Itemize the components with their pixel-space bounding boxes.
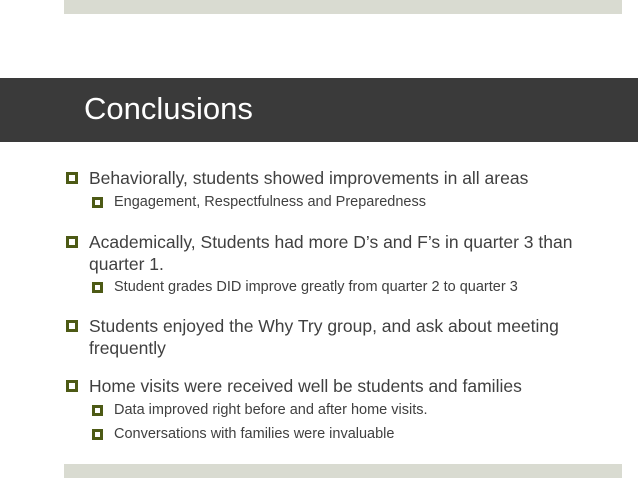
sub-bullet-2-1-text: Student grades DID improve greatly from quarter 2 to quarter 3 <box>114 279 518 295</box>
hollow-square-bullet-icon <box>66 236 78 248</box>
hollow-square-bullet-icon <box>66 380 78 392</box>
bullet-point-2-text-line2: quarter 1. <box>89 254 164 274</box>
bullet-point-3-text-line2: frequently <box>89 338 166 358</box>
sub-bullet-4-2-text: Conversations with families were invaluable <box>114 426 395 442</box>
hollow-square-bullet-icon <box>92 282 103 293</box>
sub-bullet-4-1-text: Data improved right before and after home visits. <box>114 402 428 418</box>
hollow-square-bullet-icon <box>66 320 78 332</box>
hollow-square-bullet-icon <box>66 172 78 184</box>
bullet-point-3-text-line1: Students enjoyed the Why Try group, and ask about meeting <box>89 316 559 336</box>
slide-title: Conclusions <box>84 91 253 126</box>
bullet-point-4-text: Home visits were received well be students and families <box>89 376 522 396</box>
sub-bullet-1-1-text: Engagement, Respectfulness and Preparedness <box>114 194 426 210</box>
hollow-square-bullet-icon <box>92 405 103 416</box>
bullet-point-2-text-line1: Academically, Students had more D’s and F’s in quarter 3 than <box>89 232 573 252</box>
bottom-accent-stripe <box>64 464 622 478</box>
hollow-square-bullet-icon <box>92 197 103 208</box>
bullet-point-1-text: Behaviorally, students showed improvements in all areas <box>89 168 529 188</box>
hollow-square-bullet-icon <box>92 429 103 440</box>
